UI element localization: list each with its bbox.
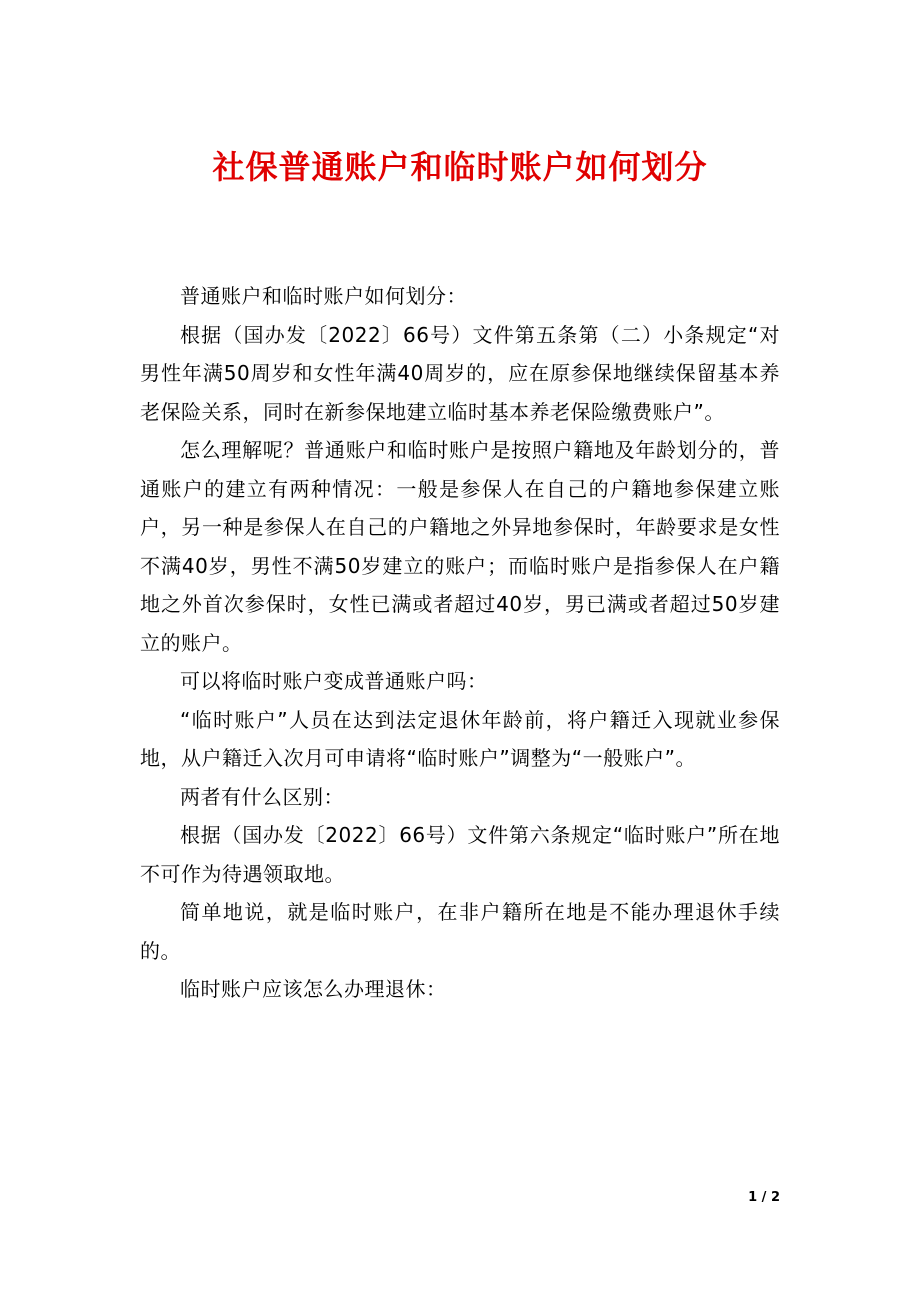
document-title: 社保普通账户和临时账户如何划分 — [212, 148, 708, 186]
paragraph: 临时账户应该怎么办理退休： — [180, 977, 447, 1001]
paragraph: 简单地说，就是临时账户，在非户籍所在地是不能办理退休手续的。 — [140, 900, 780, 963]
paragraph: 怎么理解呢？普通账户和临时账户是按照户籍地及年龄划分的，普通账户的建立有两种情况：一般是参保人在自己的户籍地参保建立账户，另一种是参保人在自己的户籍地之外异地参保时，年龄要求是女性不满40岁，男性不满50岁建立的账户；而临时账户是指参保人在户籍地之外首次参保时，女性已满或者超过40岁，男已满或者超过50岁建立的账户。 — [140, 438, 780, 655]
paragraph: “临时账户”人员在达到法定退休年龄前，将户籍迁入现就业参保地，从户籍迁入次月可申请将“临时账户”调整为“一般账户”。 — [140, 707, 780, 770]
paragraph: 根据（国办发〔2022〕66号）文件第五条第（二）小条规定“对男性年满50周岁和女性年满40周岁的，应在原参保地继续保留基本养老保险关系，同时在新参保地建立临时基本养老保险缴费账户”。 — [140, 322, 780, 424]
document-body — [140, 277, 780, 1009]
paragraph: 根据（国办发〔2022〕66号）文件第六条规定“临时账户”所在地不可作为待遇领取地。 — [140, 823, 780, 886]
paragraph: 可以将临时账户变成普通账户吗： — [180, 669, 488, 693]
paragraph: 两者有什么区别： — [180, 784, 344, 809]
page-number: 1 / 2 — [748, 1190, 780, 1205]
paragraph: 普通账户和临时账户如何划分： — [180, 284, 467, 308]
